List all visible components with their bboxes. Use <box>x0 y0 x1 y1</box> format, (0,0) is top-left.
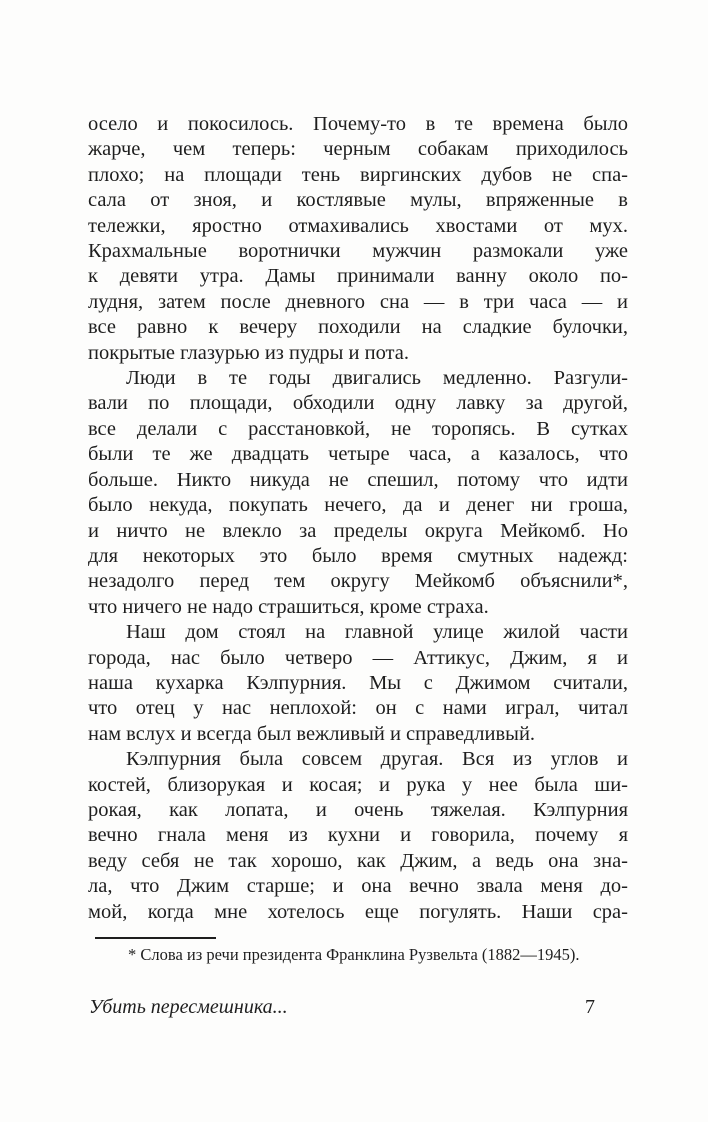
text-line: что ничего не надо страшиться, кроме страха. <box>88 595 489 618</box>
text-line: жарче, чем теперь: черным собакам приходилось <box>88 138 628 161</box>
text-line: вали по площади, обходили одну лавку за другой, <box>88 392 628 415</box>
text-line: ла, что Джим старше; и она вечно звала меня до- <box>88 875 628 898</box>
text-line: что отец у нас неплохой: он с нами играл, читал <box>88 697 628 720</box>
text-line: больше. Никто никуда не спешил, потому что идти <box>88 468 628 491</box>
text-line: было некуда, покупать нечего, да и денег ни гроша, <box>88 494 628 517</box>
text-line: Наш дом стоял на главной улице жилой части <box>126 621 628 644</box>
running-title: Убить пересмешника... <box>89 996 288 1018</box>
text-line: лудня, затем после дневного сна — в три часа — и <box>88 290 628 313</box>
text-line: плохо; на площади тень виргинских дубов не спа- <box>88 163 628 186</box>
page-number: 7 <box>585 996 595 1018</box>
text-line: наша кухарка Кэлпурния. Мы с Джимом считали, <box>88 671 628 694</box>
text-line: нам вслух и всегда был вежливый и справедливый. <box>88 722 536 745</box>
paragraph <box>88 747 628 925</box>
footnote-divider <box>95 937 216 939</box>
paragraph <box>88 112 628 366</box>
paragraph <box>88 620 628 747</box>
text-line: мой, когда мне хотелось еще погулять. Наши сра- <box>88 900 628 923</box>
text-line: сала от зноя, и костлявые мулы, впряженные в <box>88 189 628 212</box>
text-line: вечно гнала меня из кухни и говорила, почему я <box>88 824 628 847</box>
paragraph <box>88 366 628 620</box>
text-line: все равно к вечеру походили на сладкие булочки, <box>88 316 628 339</box>
text-line: и ничто не влекло за пределы округа Мейкомб. Но <box>88 519 628 542</box>
text-line: осело и покосилось. Почему-то в те времена было <box>88 113 628 135</box>
text-line: незадолго перед тем округу Мейкомб объяснили*, <box>88 570 628 593</box>
text-line: Кэлпурния была совсем другая. Вся из углов и <box>126 748 628 771</box>
text-line: Крахмальные воротнички мужчин размокали уже <box>88 240 628 263</box>
text-line: покрытые глазурью из пудры и пота. <box>88 341 409 364</box>
text-line: города, нас было четверо — Аттикус, Джим, я и <box>88 646 628 669</box>
text-line: тележки, яростно отмахивались хвостами от мух. <box>88 214 628 237</box>
text-line: рокая, как лопата, и очень тяжелая. Кэлпурния <box>88 798 628 821</box>
page-text <box>88 112 628 925</box>
text-line: к девяти утра. Дамы принимали ванну около по- <box>88 265 628 288</box>
text-line: Люди в те годы двигались медленно. Разгули- <box>126 367 628 390</box>
text-line: веду себя не так хорошо, как Джим, а ведь она зна- <box>88 849 628 872</box>
text-line: для некоторых это было время смутных надежд: <box>88 544 628 567</box>
text-line: костей, близорукая и косая; и рука у нее была ши- <box>88 773 628 796</box>
text-line: все делали с расстановкой, не торопясь. В сутках <box>88 417 628 440</box>
footnote: * Слова из речи президента Франклина Рузвельта (1882—1945). <box>128 945 580 964</box>
text-line: были те же двадцать четыре часа, а казалось, что <box>88 443 628 466</box>
